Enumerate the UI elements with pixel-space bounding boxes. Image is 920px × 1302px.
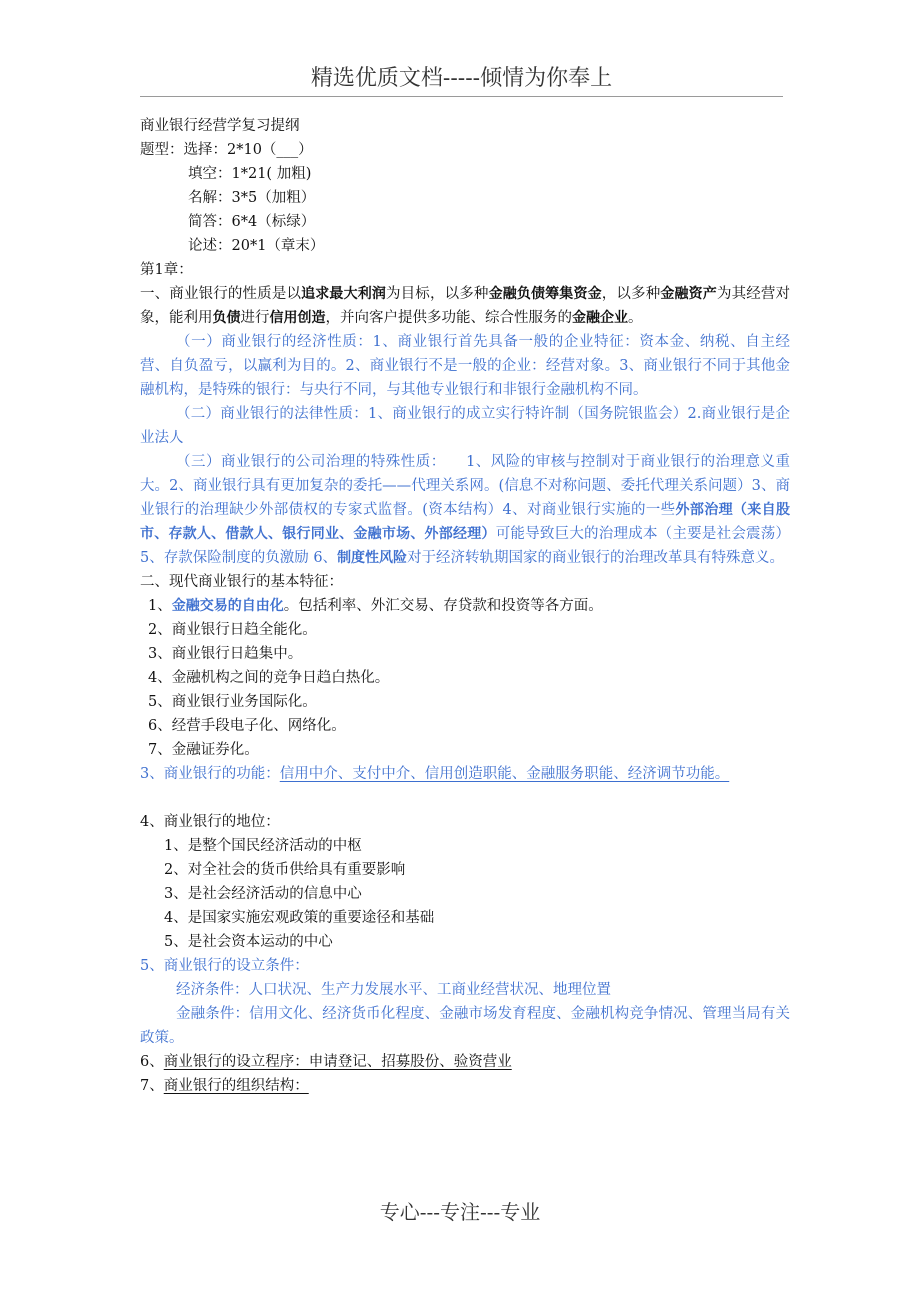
question-type-line: 填空：1*21( 加粗) [188, 166, 312, 182]
text-run: 为目标，以多种 [386, 286, 489, 302]
section-5-title: 5、商业银行的设立条件： [140, 958, 309, 974]
position-item: 5、是社会资本运动的中心 [164, 934, 333, 950]
section-1-nature [140, 282, 790, 330]
bold-term: 追求最大利润 [301, 286, 387, 302]
section-2-title: 二、现代商业银行的基本特征： [140, 574, 343, 590]
question-type-line: 名解：3*5（加粗） [188, 190, 316, 206]
feature-item: 5、商业银行业务国际化。 [148, 694, 317, 710]
feature-item [140, 594, 790, 618]
text-run: （三）商业银行的公司治理的特殊性质： 1、风险的审核与控制对于商业银行的治理意义重大。2、商业银行具有更加复杂的委托——代理关系网。(信息不对称问题、委托代理关系问题）3、商业银行的治理缺少外部债权的专家式监督。(资本结构）4、对商业银行实施的一些 [140, 454, 790, 518]
position-item: 3、是社会经济活动的信息中心 [164, 886, 362, 902]
feature-item: 6、经营手段电子化、网络化。 [148, 718, 346, 734]
position-item: 2、对全社会的货币供给具有重要影响 [164, 862, 406, 878]
financial-conditions: 金融条件：信用文化、经济货币化程度、金融市场发育程度、金融机构竞争情况、管理当局有关政策。 [140, 1006, 790, 1046]
feature-item: 2、商业银行日趋全能化。 [148, 622, 317, 638]
question-type-line: 论述：20*1（章末） [188, 238, 325, 254]
item-number: 1、 [148, 598, 172, 614]
structure-text: 商业银行的组织结构： [163, 1078, 309, 1094]
section-label: 6、 [140, 1054, 164, 1070]
bold-term: 金融交易的自由化 [171, 598, 284, 614]
doc-title: 商业银行经营学复习提纲 [140, 118, 300, 134]
governance-paragraph [140, 450, 790, 570]
document-body [140, 114, 790, 1098]
bold-term: 制度性风险 [337, 550, 408, 566]
position-item: 1、是整个国民经济活动的中枢 [164, 838, 362, 854]
text-run: 为其经营对象，能利用 [140, 286, 791, 326]
section-label: 3、商业银行的功能： [140, 766, 280, 782]
legal-nature-paragraph: （二）商业银行的法律性质：1、商业银行的成立实行特许制（国务院银监会）2.商业银行是企业法人 [140, 406, 790, 446]
bold-term: 信用创造 [269, 310, 326, 326]
section-4-title: 4、商业银行的地位： [140, 814, 280, 830]
blank-line [140, 786, 790, 810]
text-run: 对于经济转轨期国家的商业银行的治理改革具有特殊意义。 [407, 550, 785, 566]
text-run: ，以多种 [601, 286, 661, 302]
text-run: 可能导致巨大的治理成本（主要是社会震荡）5、存款保险制度的负激励 6、 [140, 526, 791, 566]
feature-item: 7、金融证券化。 [148, 742, 259, 758]
functions-list: 信用中介、支付中介、信用创造职能、金融服务职能、经济调节功能。 [279, 766, 730, 782]
text-run: 。包括利率、外汇交易、存贷款和投资等各方面。 [283, 598, 603, 614]
economic-conditions: 经济条件：人口状况、生产力发展水平、工商业经营状况、地理位置 [176, 982, 611, 998]
position-item: 4、是国家实施宏观政策的重要途径和基础 [164, 910, 435, 926]
section-3-functions [140, 762, 790, 786]
page-header: 精选优质文档-----倾情为你奉上 [140, 66, 783, 97]
text-run: ，并向客户提供多功能、综合性服务的 [325, 310, 572, 326]
text-run: 一、商业银行的性质是以 [140, 286, 302, 302]
text-run: 进行 [240, 310, 270, 326]
page-footer: 专心---专注---专业 [379, 1200, 541, 1224]
question-type-line: 题型：选择：2*10（___） [140, 142, 313, 158]
bold-term: 金融资产 [660, 286, 717, 302]
section-6-procedure [140, 1050, 790, 1074]
bold-term: 负债 [212, 310, 241, 326]
procedure-text: 商业银行的设立程序：申请登记、招募股份、验资营业 [163, 1054, 512, 1070]
feature-item: 3、商业银行日趋集中。 [148, 646, 303, 662]
chapter-heading: 第1章： [140, 262, 193, 278]
question-type-line: 简答：6*4（标绿） [188, 214, 316, 230]
feature-item: 4、金融机构之间的竞争日趋白热化。 [148, 670, 390, 686]
bold-term: 金融负债筹集资金 [488, 286, 602, 302]
section-7-structure [140, 1074, 790, 1098]
bold-term: 外部治理（来自股市、存款人、借款人、银行同业、金融市场、外部经理） [140, 502, 790, 542]
text-run: 。 [628, 310, 643, 326]
bold-term: 金融企业 [572, 310, 628, 326]
economic-nature-paragraph: （一）商业银行的经济性质：1、商业银行首先具备一般的企业特征：资本金、纳税、自主经营、自负盈亏，以赢利为目的。2、商业银行不是一般的企业：经营对象。3、商业银行不同于其他金融机构，是特殊的银行：与央行不同，与其他专业银行和非银行金融机构不同。 [140, 334, 790, 398]
section-label: 7、 [140, 1078, 164, 1094]
